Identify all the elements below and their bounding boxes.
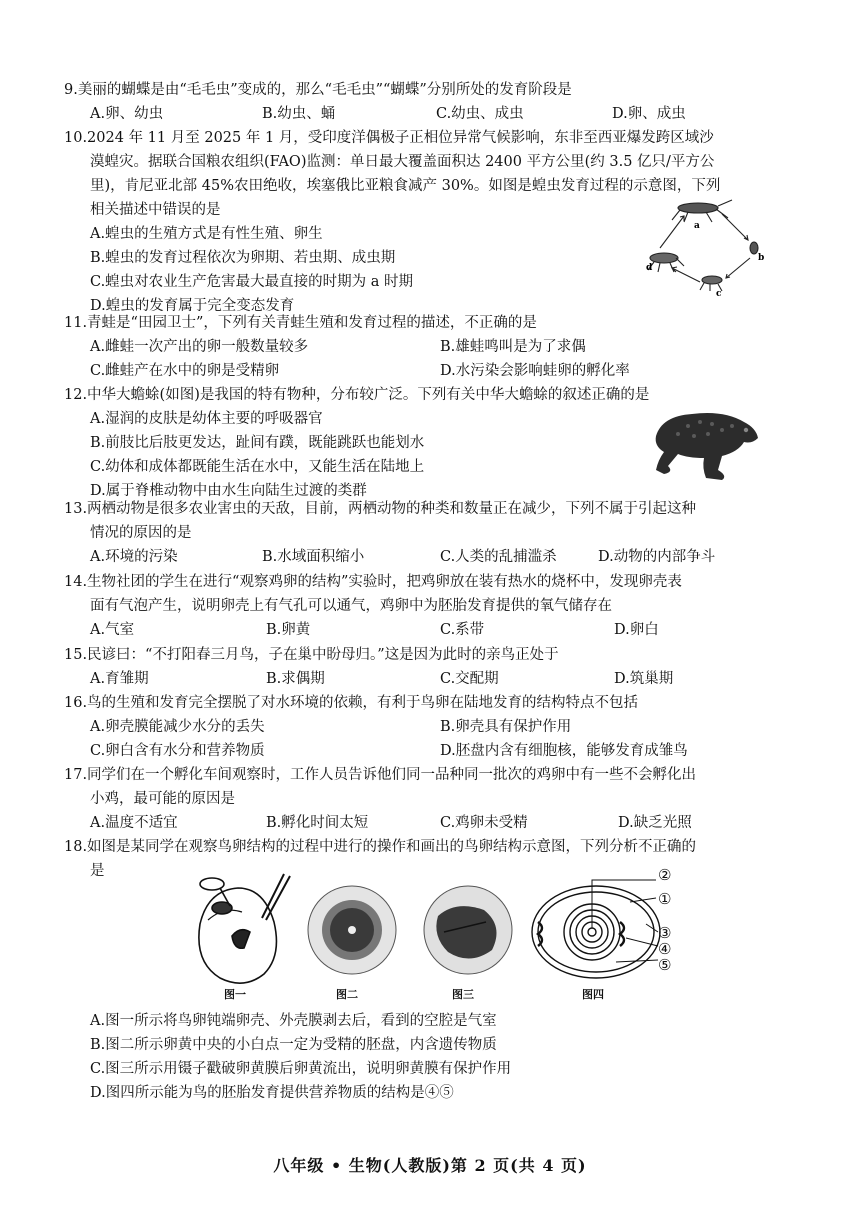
question-16-stem: 16.鸟的生殖和发育完全摆脱了对水环境的依赖，有利于鸟卵在陆地发育的结构特点不包括 [64, 695, 639, 711]
locust-label-d: d [646, 263, 653, 273]
locust-development-figure [636, 196, 766, 298]
egg-label-5: ⑤ [658, 956, 672, 974]
question-18-option-a: A.图一所示将鸟卵钝端卵壳、外壳膜剥去后，看到的空腔是气室 [90, 1013, 497, 1029]
question-11-stem: 11.青蛙是“田园卫士”，下列有关青蛙生殖和发育过程的描述，不正确的是 [64, 315, 537, 331]
egg-figure-1 [199, 874, 290, 983]
question-12-option-a: A.湿润的皮肤是幼体主要的呼吸器官 [90, 411, 323, 427]
question-13-option-b: B.水域面积缩小 [262, 549, 365, 565]
question-10-option-b: B.蝗虫的发育过程依次为卵期、若虫期、成虫期 [90, 250, 396, 266]
egg-panel-label-4: 图四 [582, 988, 604, 1001]
egg-label-4: ④ [658, 940, 672, 958]
question-17-option-c: C.鸡卵未受精 [440, 815, 528, 831]
question-11-option-c: C.雌蛙产在水中的卵是受精卵 [90, 363, 280, 379]
question-15-stem: 15.民谚曰：“不打阳春三月鸟，子在巢中盼母归。”这是因为此时的亲鸟正处于 [64, 647, 559, 663]
question-10-stem-line-3: 里)，肯尼亚北部 45%农田绝收，埃塞俄比亚粮食减产 30%。如图是蝗虫发育过程的示意图，下列 [90, 178, 721, 194]
question-14-option-d: D.卵白 [614, 622, 659, 638]
question-17-option-b: B.孵化时间太短 [266, 815, 369, 831]
egg-label-2: ② [658, 866, 672, 884]
question-10-option-c: C.蝗虫对农业生产危害最大最直接的时期为 a 时期 [90, 274, 414, 290]
egg-figure-2 [308, 886, 396, 974]
egg-panel-label-3: 图三 [452, 988, 474, 1001]
question-9-option-a: A.卵、幼虫 [90, 106, 164, 122]
locust-label-c: c [716, 289, 722, 298]
question-17-stem-line-1: 17.同学们在一个孵化车间观察时，工作人员告诉他们同一品种同一批次的鸡卵中有一些不会孵化出 [64, 767, 697, 783]
question-18-stem-line-2: 是 [90, 863, 105, 879]
question-10-stem-line-2: 漠蝗灾。据联合国粮农组织(FAO)监测：单日最大覆盖面积达 2400 平方公里(约 3.5 亿只/平方公 [90, 154, 715, 170]
toad-figure [648, 400, 768, 482]
question-12-option-b: B.前肢比后肢更发达，趾间有蹼，既能跳跃也能划水 [90, 435, 425, 451]
question-17-stem-line-2: 小鸡，最可能的原因是 [90, 791, 235, 807]
question-15-option-c: C.交配期 [440, 671, 499, 687]
question-11-option-b: B.雄蛙鸣叫是为了求偶 [440, 339, 586, 355]
question-9-stem: 9.美丽的蝴蝶是由“毛毛虫”变成的，那么“毛毛虫”“蝴蝶”分别所处的发育阶段是 [64, 82, 572, 98]
question-14-stem-line-1: 14.生物社团的学生在进行“观察鸡卵的结构”实验时，把鸡卵放在装有热水的烧杯中，发现卵壳表 [64, 574, 682, 590]
question-16-option-d: D.胚盘内含有细胞核，能够发育成雏鸟 [440, 743, 688, 759]
question-15-option-a: A.育雏期 [90, 671, 149, 687]
question-17-option-a: A.温度不适宜 [90, 815, 178, 831]
question-10-option-a: A.蝗虫的生殖方式是有性生殖、卵生 [90, 226, 323, 242]
question-18-option-b: B.图二所示卵黄中央的小白点一定为受精的胚盘，内含遗传物质 [90, 1037, 497, 1053]
egg-figure-4 [532, 880, 660, 978]
egg-label-3: ③ [658, 924, 672, 942]
question-13-option-d: D.动物的内部争斗 [598, 549, 716, 565]
egg-panel-label-1: 图一 [224, 988, 246, 1001]
egg-panel-label-2: 图二 [336, 988, 358, 1001]
question-16-option-a: A.卵壳膜能减少水分的丢失 [90, 719, 265, 735]
question-18-option-d: D.图四所示能为鸟的胚胎发育提供营养物质的结构是④⑤ [90, 1085, 454, 1101]
question-14-option-a: A.气室 [90, 622, 135, 638]
question-10-stem-line-1: 10.2024 年 11 月至 2025 年 1 月，受印度洋偶极子正相位异常气候影响，东非至西亚爆发跨区域沙 [64, 130, 714, 146]
question-13-option-c: C.人类的乱捕滥杀 [440, 549, 557, 565]
egg-structure-figures [186, 866, 706, 1002]
question-9-option-b: B.幼虫、蛹 [262, 106, 336, 122]
question-13-stem-line-1: 13.两栖动物是很多农业害虫的天敌，目前，两栖动物的种类和数量正在减少，下列不属于引起这种 [64, 501, 697, 517]
question-15-option-b: B.求偶期 [266, 671, 325, 687]
question-14-option-c: C.系带 [440, 622, 485, 638]
question-9-option-d: D.卵、成虫 [612, 106, 686, 122]
question-14-option-b: B.卵黄 [266, 622, 311, 638]
question-16-option-c: C.卵白含有水分和营养物质 [90, 743, 265, 759]
question-15-option-d: D.筑巢期 [614, 671, 674, 687]
question-18-option-c: C.图三所示用镊子戳破卵黄膜后卵黄流出，说明卵黄膜有保护作用 [90, 1061, 512, 1077]
question-10-option-d: D.蝗虫的发育属于完全变态发育 [90, 298, 295, 314]
egg-label-1: ① [658, 890, 672, 908]
question-16-option-b: B.卵壳具有保护作用 [440, 719, 572, 735]
locust-label-b: b [758, 253, 765, 263]
question-11-option-a: A.雌蛙一次产出的卵一般数量较多 [90, 339, 309, 355]
question-12-option-c: C.幼体和成体都既能生活在水中，又能生活在陆地上 [90, 459, 425, 475]
question-13-option-a: A.环境的污染 [90, 549, 178, 565]
question-10-stem-line-4: 相关描述中错误的是 [90, 202, 221, 218]
egg-figure-3 [424, 886, 512, 974]
question-18-stem-line-1: 18.如图是某同学在观察鸟卵结构的过程中进行的操作和画出的鸟卵结构示意图，下列分析不正确的 [64, 839, 697, 855]
question-14-stem-line-2: 面有气泡产生，说明卵壳上有气孔可以通气，鸡卵中为胚胎发育提供的氧气储存在 [90, 598, 612, 614]
question-12-stem: 12.中华大蟾蜍(如图)是我国的特有物种，分布较广泛。下列有关中华大蟾蜍的叙述正确的是 [64, 387, 650, 403]
question-13-stem-line-2: 情况的原因的是 [90, 525, 192, 541]
question-12-option-d: D.属于脊椎动物中由水生向陆生过渡的类群 [90, 483, 367, 499]
question-17-option-d: D.缺乏光照 [618, 815, 692, 831]
question-11-option-d: D.水污染会影响蛙卵的孵化率 [440, 363, 630, 379]
question-9-option-c: C.幼虫、成虫 [436, 106, 524, 122]
locust-label-a: a [694, 221, 700, 231]
page-footer: 八年级 • 生物(人教版)第 2 页(共 4 页) [273, 1156, 587, 1175]
